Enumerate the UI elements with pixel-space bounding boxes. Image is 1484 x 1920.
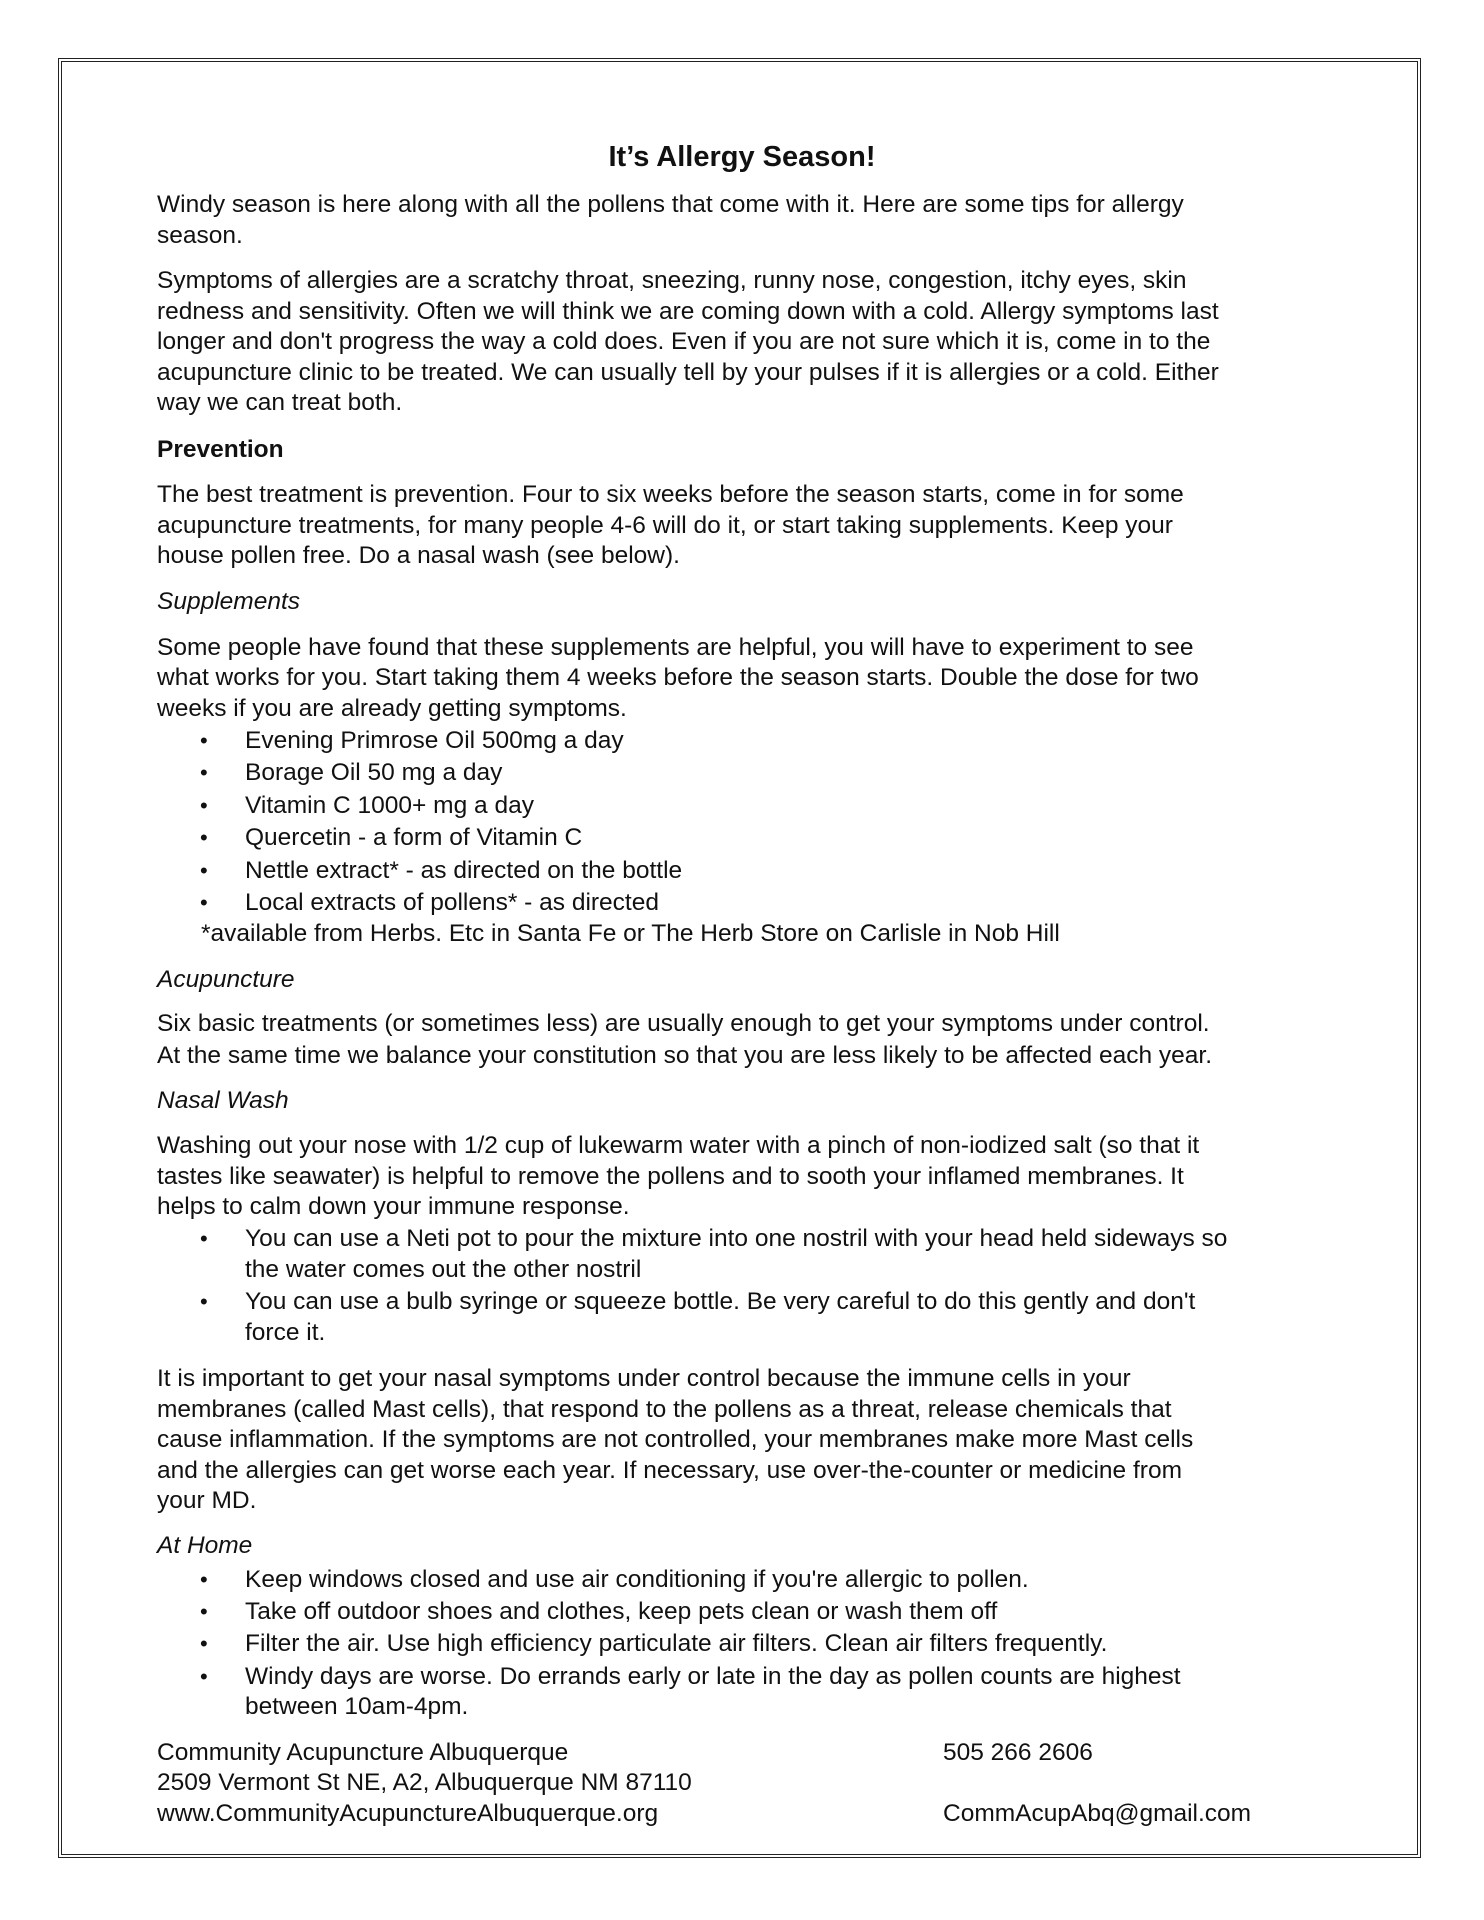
nasal-wash-line: tastes like seawater) is helpful to remove the pollens and to sooth your inflamed membranes. It [157, 1163, 1184, 1190]
supplements-line: what works for you. Start taking them 4 weeks before the season starts. Double the dose for two [157, 664, 1199, 691]
supplement-item: Vitamin C 1000+ mg a day [245, 792, 534, 819]
at-home-item: Take off outdoor shoes and clothes, keep pets clean or wash them off [245, 1598, 998, 1625]
supplements-heading: Supplements [157, 588, 301, 615]
bullet-icon: • [200, 825, 208, 850]
at-home-item: Filter the air. Use high efficiency particulate air filters. Clean air filters frequently. [245, 1630, 1108, 1657]
supplement-item: Evening Primrose Oil 500mg a day [245, 727, 624, 754]
nasal-wash-line: helps to calm down your immune response. [157, 1193, 630, 1220]
intro-line: Windy season is here along with all the pollens that come with it. Here are some tips for allergy [157, 191, 1184, 218]
bullet-icon: • [200, 1289, 208, 1314]
nasal-wash-heading: Nasal Wash [157, 1087, 289, 1114]
importance-line: membranes (called Mast cells), that respond to the pollens as a threat, release chemicals that [157, 1396, 1172, 1423]
nasal-wash-line: Washing out your nose with 1/2 cup of lukewarm water with a pinch of non-iodized salt (so that it [157, 1132, 1200, 1159]
bullet-icon: • [200, 1631, 208, 1656]
bullet-icon: • [200, 1599, 208, 1624]
footer-address: 2509 Vermont St NE, A2, Albuquerque NM 87110 [157, 1769, 692, 1796]
supplement-item: Local extracts of pollens* - as directed [245, 889, 659, 916]
supplements-line: Some people have found that these supplements are helpful, you will have to experiment to see [157, 634, 1194, 661]
prevention-line: acupuncture treatments, for many people 4-6 will do it, or start taking supplements. Keep your [157, 512, 1173, 539]
nasal-wash-item: You can use a Neti pot to pour the mixture into one nostril with your head held sideways so [245, 1225, 1228, 1252]
at-home-item: Windy days are worse. Do errands early or late in the day as pollen counts are highest [245, 1663, 1181, 1690]
bullet-icon: • [200, 890, 208, 915]
at-home-item: Keep windows closed and use air conditioning if you're allergic to pollen. [245, 1566, 1029, 1593]
importance-line: It is important to get your nasal symptoms under control because the immune cells in your [157, 1365, 1131, 1392]
nasal-wash-item-cont: force it. [245, 1319, 326, 1346]
at-home-item-cont: between 10am-4pm. [245, 1693, 469, 1720]
symptoms-line: longer and don't progress the way a cold does. Even if you are not sure which it is, come in to the [157, 328, 1211, 355]
symptoms-line: way we can treat both. [157, 389, 403, 416]
importance-line: cause inflammation. If the symptoms are not controlled, your membranes make more Mast cells [157, 1426, 1194, 1453]
bullet-icon: • [200, 1664, 208, 1689]
nasal-wash-item-cont: the water comes out the other nostril [245, 1256, 642, 1283]
symptoms-line: redness and sensitivity. Often we will think we are coming down with a cold. Allergy symptoms last [157, 298, 1219, 325]
bullet-icon: • [200, 1226, 208, 1251]
acupuncture-line: At the same time we balance your constitution so that you are less likely to be affected each year. [157, 1042, 1212, 1069]
footer-phone[interactable]: 505 266 2606 [943, 1739, 1093, 1766]
acupuncture-heading: Acupuncture [157, 966, 295, 993]
supplement-item: Nettle extract* - as directed on the bottle [245, 857, 683, 884]
symptoms-line: acupuncture clinic to be treated. We can usually tell by your pulses if it is allergies or a cold. Either [157, 359, 1219, 386]
intro-line: season. [157, 222, 243, 249]
prevention-line: The best treatment is prevention. Four to six weeks before the season starts, come in for some [157, 481, 1184, 508]
supplement-item: Borage Oil 50 mg a day [245, 759, 503, 786]
footer-clinic-name: Community Acupuncture Albuquerque [157, 1739, 569, 1766]
footer-website-link[interactable]: www.CommunityAcupunctureAlbuquerque.org [157, 1800, 659, 1827]
page-title: It’s Allergy Season! [608, 141, 876, 173]
supplements-line: weeks if you are already getting symptoms. [157, 695, 627, 722]
supplement-item: Quercetin - a form of Vitamin C [245, 824, 583, 851]
bullet-icon: • [200, 1567, 208, 1592]
bullet-icon: • [200, 728, 208, 753]
supplements-footnote: *available from Herbs. Etc in Santa Fe or The Herb Store on Carlisle in Nob Hill [201, 920, 1060, 947]
prevention-line: house pollen free. Do a nasal wash (see below). [157, 542, 680, 569]
nasal-wash-item: You can use a bulb syringe or squeeze bottle. Be very careful to do this gently and don't [245, 1288, 1196, 1315]
bullet-icon: • [200, 858, 208, 883]
bullet-icon: • [200, 793, 208, 818]
at-home-heading: At Home [157, 1532, 253, 1559]
importance-line: and the allergies can get worse each year. If necessary, use over-the-counter or medicine from [157, 1457, 1182, 1484]
bullet-icon: • [200, 760, 208, 785]
prevention-heading: Prevention [157, 436, 284, 463]
importance-line: your MD. [157, 1487, 257, 1514]
footer-email-link[interactable]: CommAcupAbq@gmail.com [943, 1800, 1252, 1827]
acupuncture-line: Six basic treatments (or sometimes less) are usually enough to get your symptoms under control. [157, 1010, 1210, 1037]
symptoms-line: Symptoms of allergies are a scratchy throat, sneezing, runny nose, congestion, itchy eyes, skin [157, 267, 1187, 294]
